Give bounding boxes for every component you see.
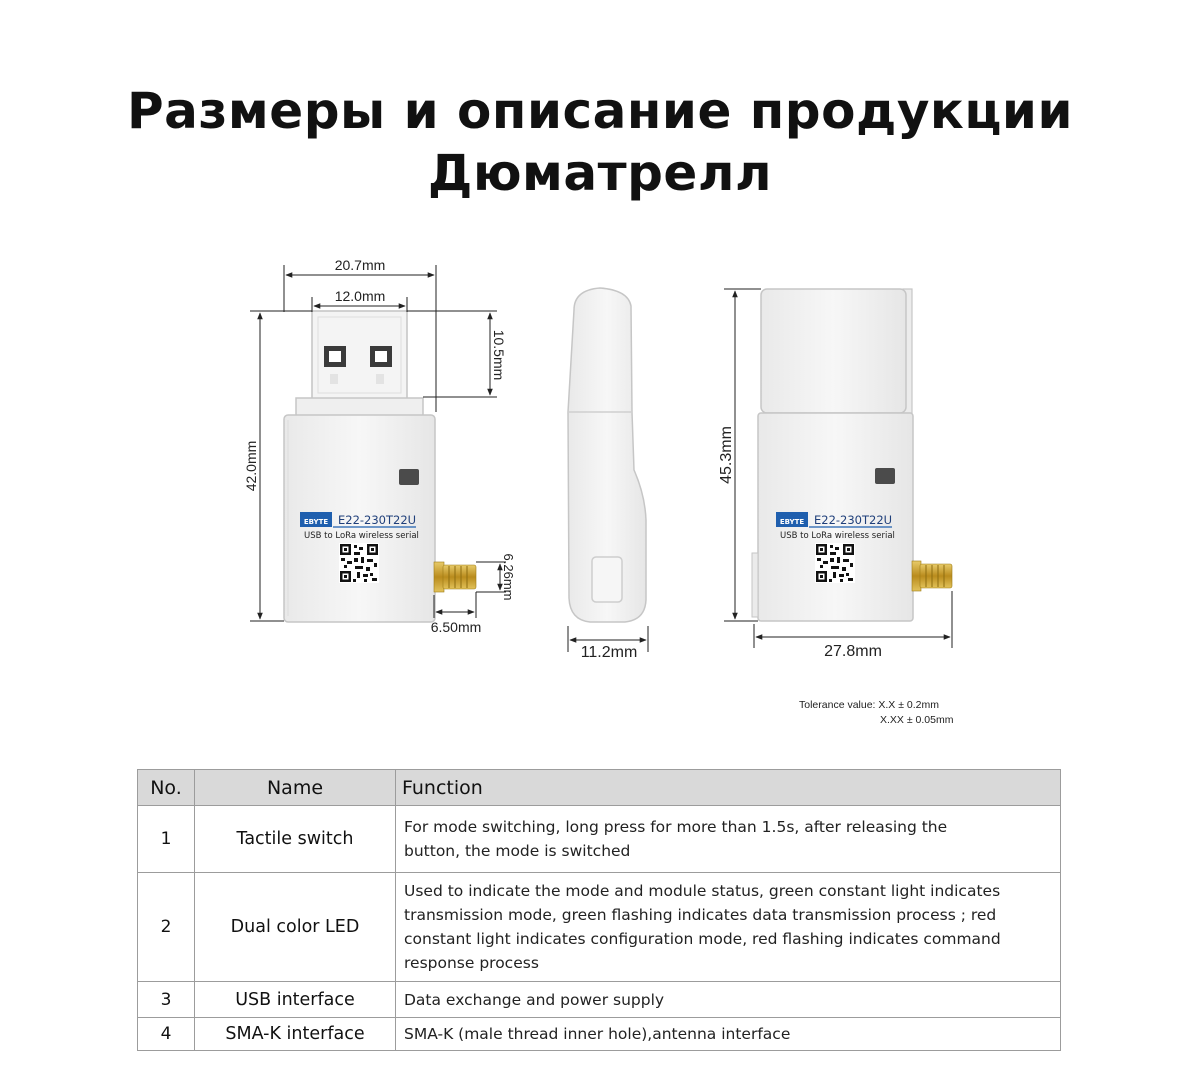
- back-brand: EBYTE: [779, 518, 805, 526]
- row-no: 2: [138, 873, 195, 982]
- page-title-line2: Дюматрелл: [427, 144, 773, 202]
- function-table: [137, 769, 1061, 1051]
- header-name: Name: [195, 770, 396, 806]
- back-subtitle: USB to LoRa wireless serial: [780, 531, 895, 541]
- row-name: Dual color LED: [195, 873, 396, 982]
- front-view: [243, 257, 516, 635]
- sma-connector: [434, 562, 476, 592]
- front-subtitle: USB to LoRa wireless serial: [304, 531, 419, 541]
- table-row: [138, 1018, 1061, 1051]
- row-name: USB interface: [195, 982, 396, 1018]
- tolerance-line1: Tolerance value: X.X ± 0.2mm: [799, 699, 939, 711]
- dim-usb-width: 12.0mm: [334, 288, 386, 304]
- dim-sma-length: 6.50mm: [430, 619, 482, 635]
- table-row: [138, 982, 1061, 1018]
- row-name: SMA-K interface: [195, 1018, 396, 1051]
- front-model: E22-230T22U: [338, 513, 417, 527]
- table-row: [138, 873, 1061, 982]
- header-function: Function: [396, 770, 1061, 806]
- row-function: Data exchange and power supply: [396, 982, 1061, 1018]
- table-header-row: [138, 770, 1061, 806]
- row-name: Tactile switch: [195, 806, 396, 873]
- row-function: SMA-K (male thread inner hole),antenna interface: [396, 1018, 1061, 1051]
- row-no: 3: [138, 982, 195, 1018]
- row-no: 1: [138, 806, 195, 873]
- header-no: No.: [138, 770, 195, 806]
- table-row: [138, 806, 1061, 873]
- dim-sma-height: 6.26mm: [501, 553, 516, 601]
- front-brand: EBYTE: [303, 518, 329, 526]
- page-title-line1: Размеры и описание продукции: [126, 82, 1073, 140]
- row-function: Used to indicate the mode and module status, green constant light indicates transmission mode, green flashing indicates data transmission process ; red constant light indicates configuration mode, red flashing indicates command response process: [396, 873, 1061, 982]
- back-qr-code: [815, 543, 855, 583]
- tolerance-line2: X.XX ± 0.05mm: [880, 714, 954, 726]
- tactile-switch: [592, 557, 622, 602]
- dim-side-thickness: 11.2mm: [580, 644, 638, 661]
- back-led: [875, 468, 895, 484]
- dim-back-height: 45.3mm: [718, 426, 735, 484]
- back-cap: [761, 289, 906, 413]
- row-function: For mode switching, long press for more than 1.5s, after releasing the button, the mode is switched: [396, 806, 1061, 873]
- back-sma-connector: [912, 561, 952, 591]
- dual-color-led: [399, 469, 419, 485]
- row-no: 4: [138, 1018, 195, 1051]
- back-model: E22-230T22U: [814, 513, 893, 527]
- dim-front-height: 42.0mm: [243, 440, 259, 492]
- dim-back-width: 27.8mm: [824, 643, 882, 660]
- dim-usb-length: 10.5mm: [491, 329, 507, 381]
- back-view: [718, 289, 952, 660]
- qr-code: [339, 543, 379, 583]
- dim-front-width: 20.7mm: [334, 257, 386, 273]
- side-view: [568, 288, 648, 661]
